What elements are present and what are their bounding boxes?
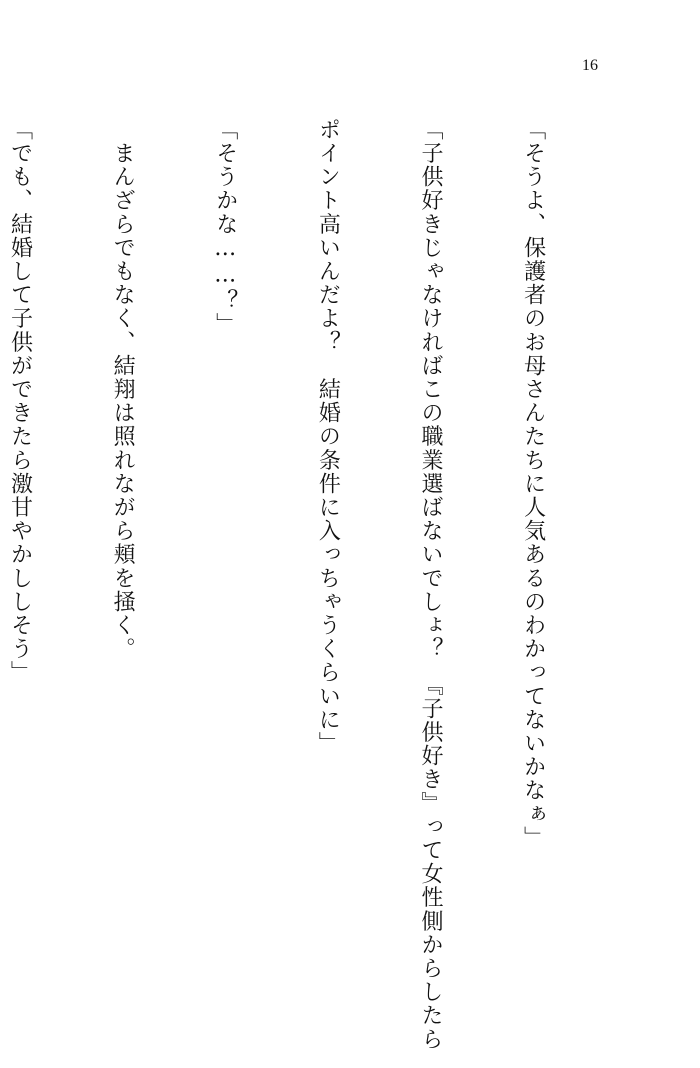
novel-text-block xyxy=(0,118,618,1051)
text-line: 「そうかな……？」 xyxy=(212,118,238,337)
text-line: ポイント高いんだよ？ 結婚の条件に入っちゃうくらいに」 xyxy=(315,118,341,756)
text-line: まんざらでもなく、結翔は照れながら頬を掻く。 xyxy=(110,118,136,661)
text-line: 「でも、結婚して子供ができたら激甘やかししそう」 xyxy=(7,118,33,685)
text-line: 「子供好きじゃなければこの職業選ばないでしょ？ 『子供好き』って女性側からしたら xyxy=(417,118,443,1051)
page-number: 16 xyxy=(582,57,598,74)
text-line: 「そうよ、保護者のお母さんたちに人気あるのわかってないかなぁ」 xyxy=(520,118,546,850)
